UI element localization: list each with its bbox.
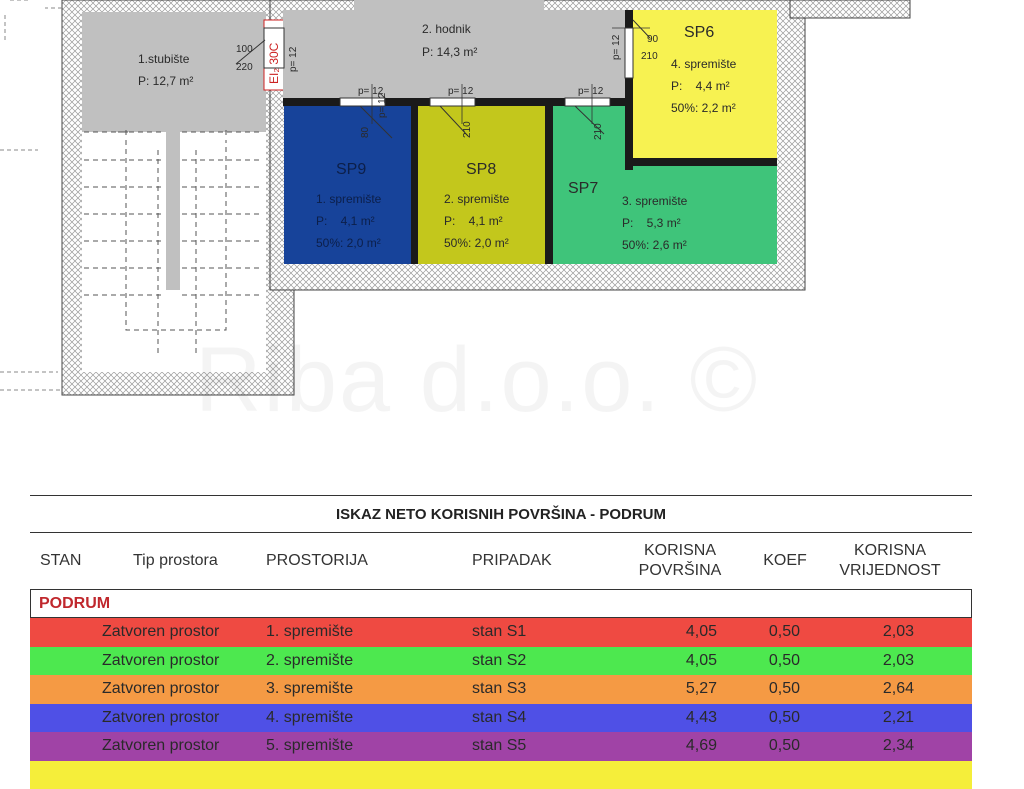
- cell-pripadak: stan S3: [472, 675, 526, 704]
- cell-koef: 0,50: [750, 732, 800, 761]
- sp8-area: P: 4,1 m²: [444, 214, 503, 228]
- col-tip: Tip prostora: [133, 533, 218, 589]
- door-label: 220: [236, 62, 253, 73]
- sp6-half: 50%: 2,2 m²: [671, 101, 736, 115]
- room-name-stubiste: 1.stubište: [138, 52, 190, 66]
- cell-koef: 0,50: [750, 704, 800, 733]
- room-area-hodnik: P: 14,3 m²: [422, 45, 477, 59]
- door-label: 210: [462, 121, 473, 138]
- table-row: [30, 761, 972, 789]
- elevator-label: EI₂ 30C: [267, 42, 281, 84]
- table-row: [30, 618, 972, 647]
- cell-pripadak: stan S5: [472, 732, 526, 761]
- sp8-name: 2. spremište: [444, 192, 510, 206]
- door-label: 210: [641, 51, 658, 62]
- sp6-code: SP6: [684, 24, 714, 41]
- sp6-area: P: 4,4 m²: [671, 79, 730, 93]
- sp9-area: P: 4,1 m²: [316, 214, 375, 228]
- cell-tip-prostora: Zatvoren prostor: [102, 704, 219, 733]
- sp7-half: 50%: 2,6 m²: [622, 238, 687, 252]
- cell-vrijednost: [830, 761, 914, 789]
- door-label: p= 12: [377, 92, 388, 118]
- cell-povrsina: 4,05: [625, 647, 717, 676]
- cell-povrsina: [625, 761, 717, 789]
- group-row-podrum: PODRUM: [30, 590, 972, 618]
- door-label: p= 12: [578, 86, 604, 97]
- cell-povrsina: 4,69: [625, 732, 717, 761]
- table-body: [30, 618, 972, 789]
- cell-prostorija: 5. spremište: [266, 732, 353, 761]
- table-row: [30, 675, 972, 704]
- dashed-outline: [0, 0, 62, 390]
- cell-koef: 0,50: [750, 618, 800, 647]
- door-label: 100: [236, 44, 253, 55]
- sp7-code: SP7: [568, 180, 598, 197]
- cell-prostorija: 1. spremište: [266, 618, 353, 647]
- room-name-hodnik: 2. hodnik: [422, 22, 472, 36]
- cell-tip-prostora: Zatvoren prostor: [102, 732, 219, 761]
- cell-prostorija: 4. spremište: [266, 704, 353, 733]
- col-vrijednost: KORISNA VRIJEDNOST: [830, 533, 950, 589]
- sp8-half: 50%: 2,0 m²: [444, 236, 509, 250]
- cell-prostorija: 3. spremište: [266, 675, 353, 704]
- cell-prostorija: 2. spremište: [266, 647, 353, 676]
- door-label: 80: [360, 126, 371, 138]
- cell-koef: 0,50: [750, 647, 800, 676]
- cell-tip-prostora: Zatvoren prostor: [102, 675, 219, 704]
- cell-vrijednost: 2,03: [830, 618, 914, 647]
- col-pripadak: PRIPADAK: [472, 533, 552, 589]
- cell-vrijednost: 2,03: [830, 647, 914, 676]
- cell-povrsina: 4,43: [625, 704, 717, 733]
- cell-vrijednost: 2,34: [830, 732, 914, 761]
- col-prostorija: PROSTORIJA: [266, 533, 368, 589]
- cell-pripadak: stan S4: [472, 704, 526, 733]
- cell-pripadak: stan S1: [472, 618, 526, 647]
- cell-tip-prostora: Zatvoren prostor: [102, 618, 219, 647]
- area-table: [30, 495, 972, 789]
- table-row: [30, 732, 972, 761]
- door-label: 210: [593, 123, 604, 140]
- sp9-name: 1. spremište: [316, 192, 382, 206]
- sp9-half: 50%: 2,0 m²: [316, 236, 381, 250]
- cell-koef: 0,50: [750, 675, 800, 704]
- cell-vrijednost: 2,21: [830, 704, 914, 733]
- door-label: p= 12: [288, 46, 299, 72]
- col-povrsina: KORISNA POVRŠINA: [625, 533, 735, 589]
- sp8-code: SP8: [466, 161, 496, 178]
- cell-povrsina: 5,27: [625, 675, 717, 704]
- cell-pripadak: stan S2: [472, 647, 526, 676]
- door-label: p= 12: [448, 86, 474, 97]
- sp7-name: 3. spremište: [622, 194, 688, 208]
- table-row: [30, 647, 972, 676]
- room-area-stubiste: P: 12,7 m²: [138, 74, 193, 88]
- sp7-area: P: 5,3 m²: [622, 216, 681, 230]
- col-stan: STAN: [40, 533, 81, 589]
- watermark: [195, 328, 759, 433]
- col-koef: KOEF: [750, 533, 820, 589]
- table-header: [30, 533, 972, 590]
- door-label: 90: [647, 34, 659, 45]
- cell-koef: [750, 761, 800, 789]
- sp6-name: 4. spremište: [671, 57, 737, 71]
- cell-tip-prostora: Zatvoren prostor: [102, 647, 219, 676]
- table-title: ISKAZ NETO KORISNIH POVRŠINA - PODRUM: [30, 495, 972, 533]
- door-label: p= 12: [358, 86, 384, 97]
- door-label: p= 12: [611, 34, 622, 60]
- table-row: [30, 704, 972, 733]
- cell-povrsina: 4,05: [625, 618, 717, 647]
- sp9-code: SP9: [336, 161, 366, 178]
- cell-vrijednost: 2,64: [830, 675, 914, 704]
